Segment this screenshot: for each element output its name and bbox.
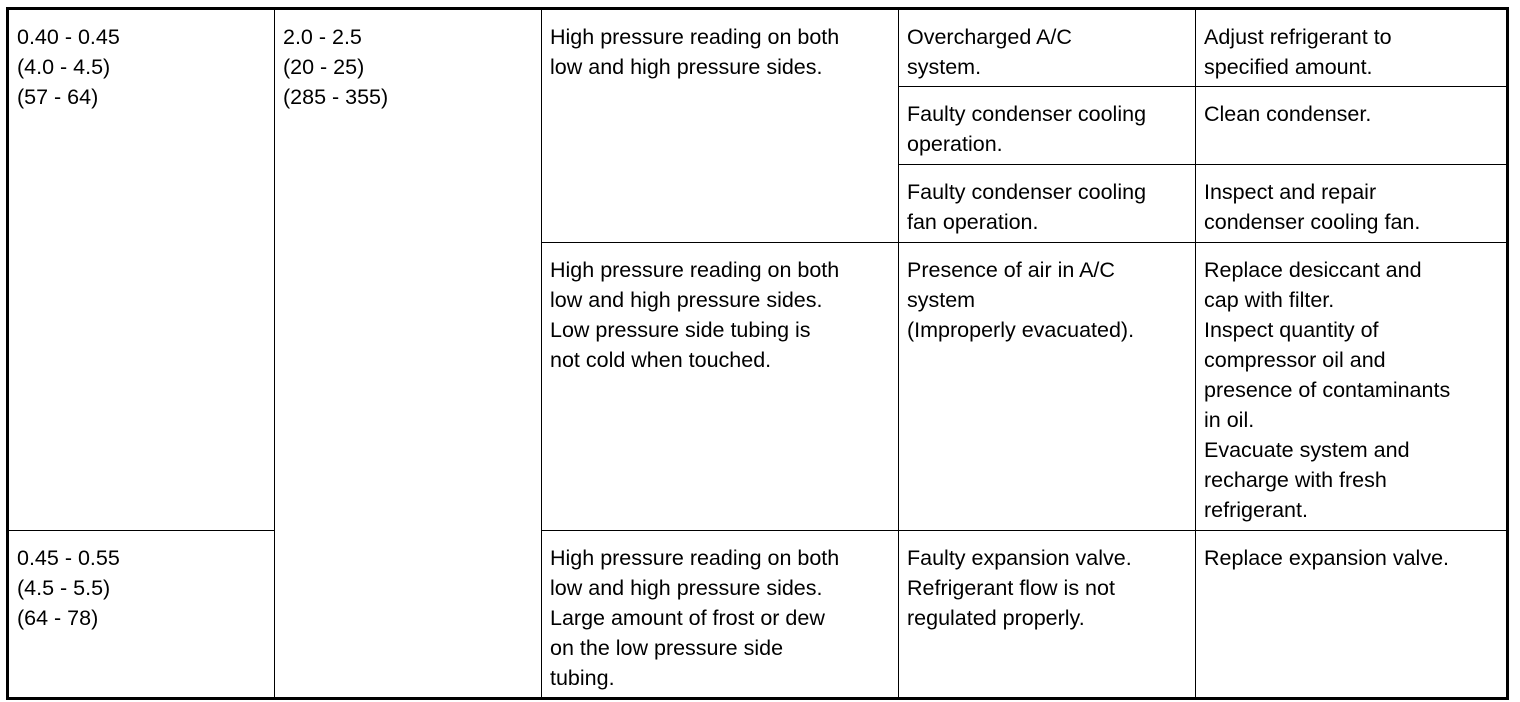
remedy-cell: Inspect and repair condenser cooling fan.: [1196, 165, 1508, 243]
high-side-pressure-cell: 2.0 - 2.5 (20 - 25) (285 - 355): [275, 9, 542, 699]
low-side-pressure-cell: 0.40 - 0.45 (4.0 - 4.5) (57 - 64): [8, 9, 275, 531]
symptom-cell: High pressure reading on both low and high pressure sides.: [542, 9, 899, 243]
table-row: [8, 9, 1508, 87]
remedy-cell: Clean condenser.: [1196, 87, 1508, 165]
low-side-pressure-cell: 0.45 - 0.55 (4.5 - 5.5) (64 - 78): [8, 531, 275, 699]
cause-cell: Faulty condenser cooling operation.: [899, 87, 1196, 165]
cause-cell: Faulty expansion valve. Refrigerant flow is not regulated properly.: [899, 531, 1196, 699]
remedy-cell: Replace desiccant and cap with filter. Inspect quantity of compressor oil and presence of contaminants in oil. Evacuate system and recharge with fresh refrigerant.: [1196, 243, 1508, 531]
diagnosis-table: [6, 7, 1509, 700]
remedy-cell: Adjust refrigerant to specified amount.: [1196, 9, 1508, 87]
cause-cell: Overcharged A/C system.: [899, 9, 1196, 87]
cause-cell: Faulty condenser cooling fan operation.: [899, 165, 1196, 243]
symptom-cell: High pressure reading on both low and high pressure sides. Large amount of frost or dew on the low pressure side tubing.: [542, 531, 899, 699]
remedy-cell: Replace expansion valve.: [1196, 531, 1508, 699]
cause-cell: Presence of air in A/C system (Improperly evacuated).: [899, 243, 1196, 531]
symptom-cell: High pressure reading on both low and high pressure sides. Low pressure side tubing is not cold when touched.: [542, 243, 899, 531]
table-row: [8, 531, 1508, 699]
